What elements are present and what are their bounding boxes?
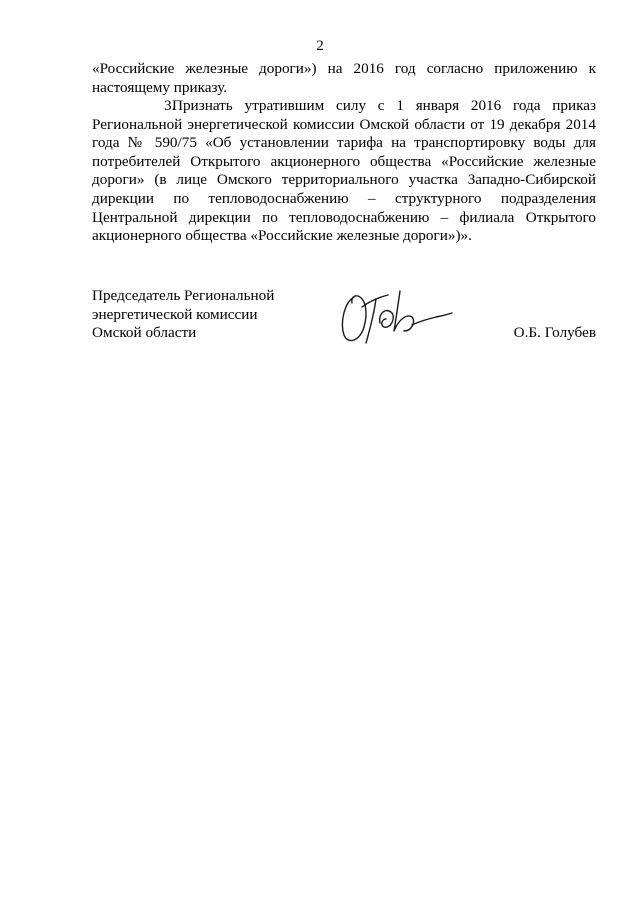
signatory-title-line: Председатель Региональной <box>92 287 275 304</box>
signatory-title <box>92 287 312 343</box>
handwritten-signature <box>336 283 456 353</box>
page-number: 2 <box>316 38 324 54</box>
paragraph-text: Признать утратившим силу с 1 января 2016 года приказ Региональной энергетической комиссии Омской области от 19 декабря 2014 года № 590/75 «Об установлении тарифа на транспортировку воды для потребителей Открытого акционерного общества «Российские железные дороги» (в лице Омского территориального участка Западно-Сибирской дирекции по тепловодоснабжению – структурного подразделения Центральной дирекции по тепловодоснабжению – филиала Открытого акционерного общества «Российские железные дороги»)». <box>92 97 596 245</box>
signatory-title-line: энергетической комиссии <box>92 305 258 323</box>
signatory-name: О.Б. Голубев <box>513 324 596 341</box>
signatory-title-line: Омской области <box>92 324 197 342</box>
paragraph-item-3 <box>92 97 596 246</box>
paragraph-continuation: «Российские железные дороги») на 2016 год согласно приложению к настоящему приказу. <box>92 60 596 96</box>
paragraph-number: 3. <box>164 97 176 114</box>
